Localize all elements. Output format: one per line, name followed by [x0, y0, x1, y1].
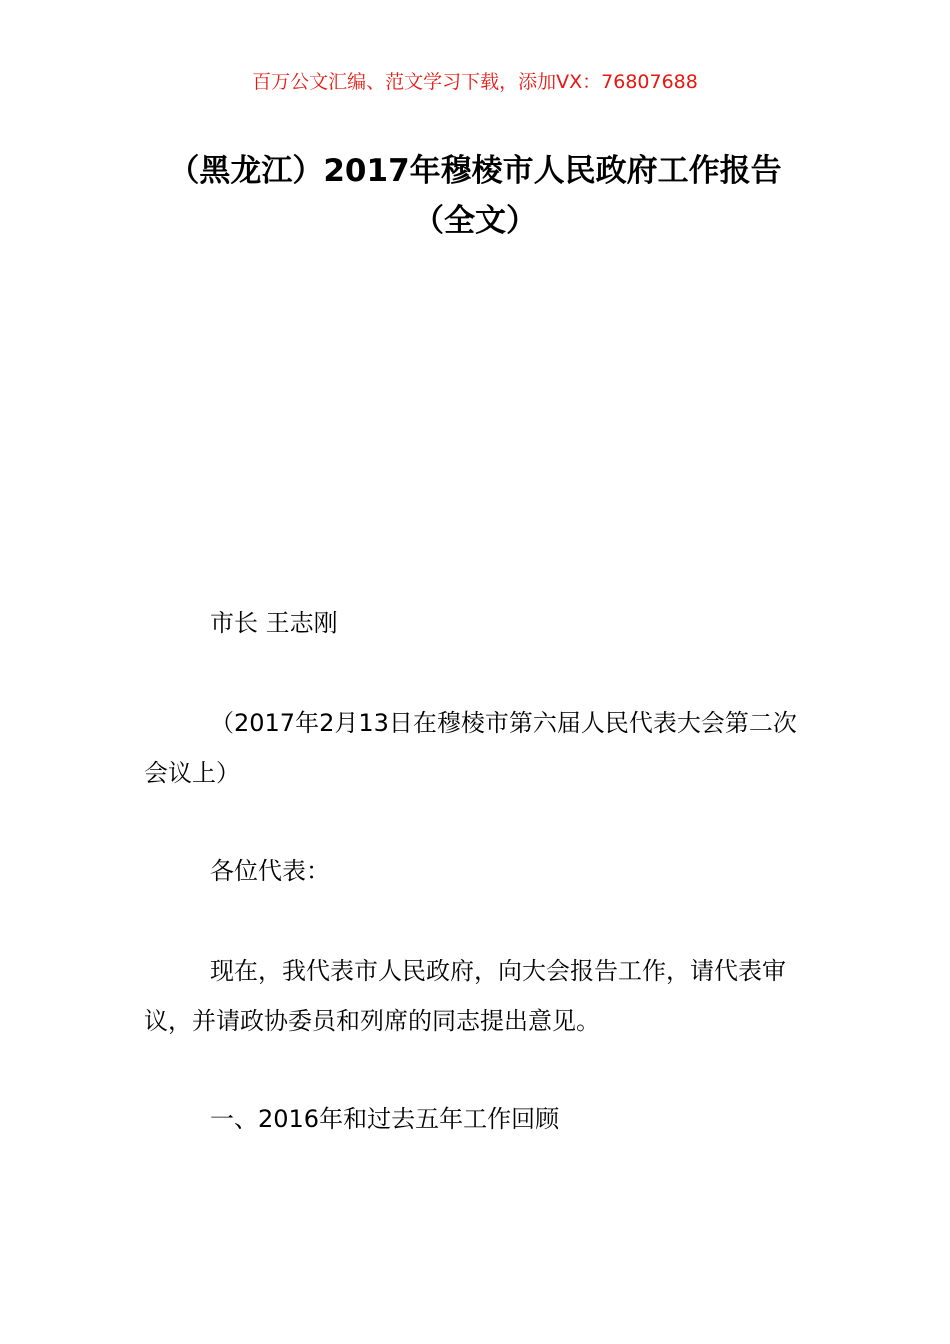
author-line: 市长 王志刚 [210, 609, 338, 637]
document-title: （黑龙江）2017年穆棱市人民政府工作报告（全文） [168, 153, 782, 239]
occasion-line: （2017年2月13日在穆棱市第六届人民代表大会第二次会议上） [144, 709, 797, 787]
section-heading: 一、2016年和过去五年工作回顾 [210, 1105, 560, 1133]
salutation: 各位代表： [210, 857, 330, 885]
header-promo-note: 百万公文汇编、范文学习下载，添加VX：76807688 [252, 71, 698, 93]
intro-paragraph: 现在，我代表市人民政府，向大会报告工作，请代表审议，并请政协委员和列席的同志提出意见。 [144, 957, 786, 1035]
